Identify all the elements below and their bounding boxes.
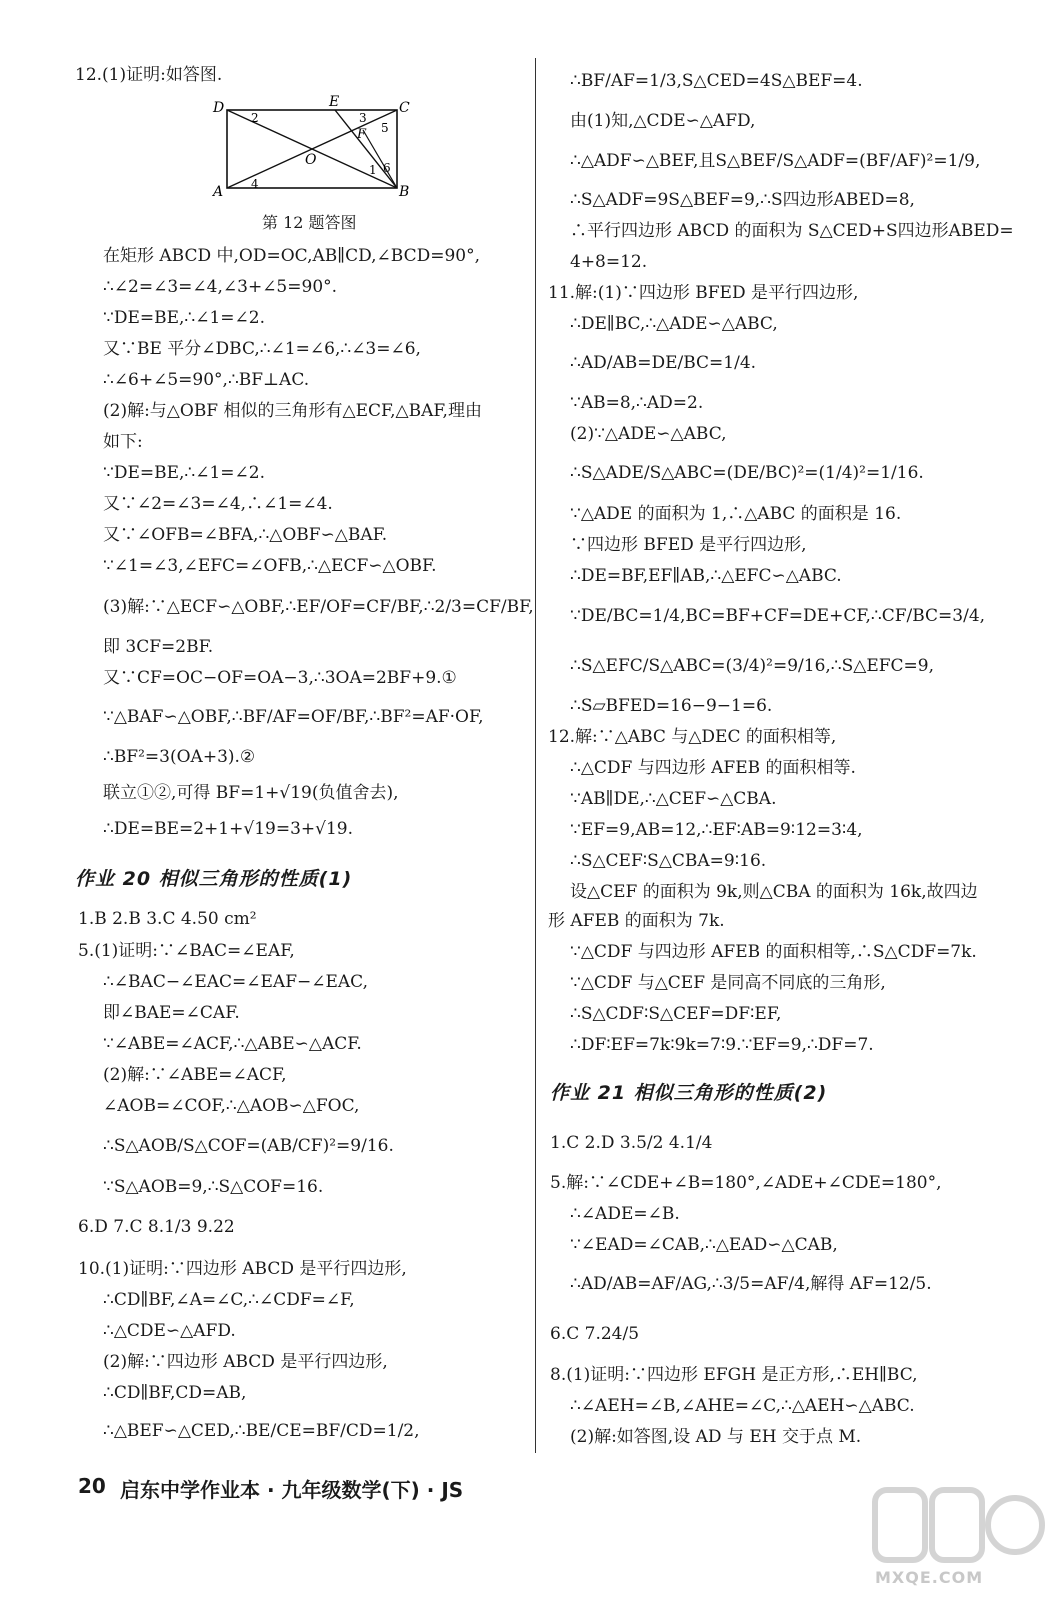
text-line: 6.C 7.24/5 — [550, 1324, 640, 1344]
label-O: O — [305, 152, 317, 168]
text-line: 形 AFEB 的面积为 7k. — [548, 911, 725, 931]
text-line: ∴DF∶EF=7k∶9k=7∶9.∵EF=9,∴DF=7. — [570, 1035, 874, 1055]
text-line: 12.(1)证明:如答图. — [75, 65, 223, 85]
text-line: 6.D 7.C 8.1/3 9.22 — [78, 1217, 235, 1237]
text-line: 又∵∠2=∠3=∠4,∴∠1=∠4. — [103, 494, 333, 514]
text-line: 由(1)知,△CDE∽△AFD, — [570, 111, 756, 131]
text-line: ∴DE=BE=2+1+√19=3+√19. — [103, 819, 354, 839]
text-line: ∵DE=BE,∴∠1=∠2. — [103, 463, 265, 483]
text-line: 又∵∠OFB=∠BFA,∴△OBF∽△BAF. — [103, 525, 388, 545]
column-divider — [535, 58, 536, 1453]
text-line: ∴DE=BF,EF∥AB,∴△EFC∽△ABC. — [570, 566, 842, 586]
geometry-figure — [205, 92, 415, 202]
text-line: ∴∠AEH=∠B,∠AHE=∠C,∴△AEH∽△ABC. — [570, 1396, 915, 1416]
text-line: ∴△CDE∽△AFD. — [103, 1321, 236, 1341]
text-line: ∴AD/AB=DE/BC=1/4. — [570, 353, 757, 373]
text-line: 1.C 2.D 3.5/2 4.1/4 — [550, 1133, 713, 1153]
text-line: 又∵BE 平分∠DBC,∴∠1=∠6,∴∠3=∠6, — [103, 339, 421, 359]
text-line: ∵△BAF∽△OBF,∴BF/AF=OF/BF,∴BF²=AF·OF, — [103, 707, 484, 727]
figure-caption: 第 12 题答图 — [262, 213, 357, 232]
text-line: ∴∠BAC−∠EAC=∠EAF−∠EAC, — [103, 972, 368, 992]
angle-6: 6 — [383, 161, 391, 175]
text-line: ∵四边形 BFED 是平行四边形, — [570, 535, 807, 555]
text-line: 在矩形 ABCD 中,OD=OC,AB∥CD,∠BCD=90°, — [103, 246, 481, 266]
label-D: D — [213, 100, 225, 116]
angle-1: 1 — [369, 163, 377, 177]
text-line: ∵DE=BE,∴∠1=∠2. — [103, 308, 265, 328]
text-line: ∴S△CDF∶S△CEF=DF∶EF, — [570, 1004, 782, 1024]
text-line: ∵AB∥DE,∴△CEF∽△CBA. — [570, 789, 777, 809]
text-line: ∴∠2=∠3=∠4,∠3+∠5=90°. — [103, 277, 338, 297]
text-line: 如下: — [103, 432, 143, 452]
text-line: (2)解:与△OBF 相似的三角形有△ECF,△BAF,理由 — [103, 401, 482, 421]
text-line: 5.解:∵∠CDE+∠B=180°,∠ADE+∠CDE=180°, — [550, 1173, 942, 1193]
label-E: E — [329, 94, 340, 110]
text-line: 11.解:(1)∵四边形 BFED 是平行四边形, — [548, 283, 859, 303]
text-line: ∴CD∥BF,∠A=∠C,∴∠CDF=∠F, — [103, 1290, 355, 1310]
text-line: ∵AB=8,∴AD=2. — [570, 393, 704, 413]
text-line: 4+8=12. — [570, 252, 648, 272]
text-line: ∠AOB=∠COF,∴△AOB∽△FOC, — [103, 1096, 360, 1116]
text-line: (2)解:∵∠ABE=∠ACF, — [103, 1065, 287, 1085]
text-line: (2)解:如答图,设 AD 与 EH 交于点 M. — [570, 1427, 862, 1447]
text-line: ∴BF/AF=1/3,S△CED=4S△BEF=4. — [570, 71, 863, 91]
text-line: ∵EF=9,AB=12,∴EF∶AB=9∶12=3∶4, — [570, 820, 863, 840]
text-line: ∵S△AOB=9,∴S△COF=16. — [103, 1177, 324, 1197]
text-line: ∴△BEF∽△CED,∴BE/CE=BF/CD=1/2, — [103, 1421, 420, 1441]
text-line: ∵∠EAD=∠CAB,∴△EAD∽△CAB, — [570, 1235, 838, 1255]
text-line: 联立①②,可得 BF=1+√19(负值舍去), — [103, 783, 399, 803]
text-line: (2)∵△ADE∽△ABC, — [570, 424, 727, 444]
text-line: 设△CEF 的面积为 9k,则△CBA 的面积为 16k,故四边 — [570, 882, 978, 902]
watermark-text: MXQE.COM — [875, 1568, 984, 1587]
text-line: ∴△ADF∽△BEF,且S△BEF/S△ADF=(BF/AF)²=1/9, — [570, 151, 981, 171]
text-line: ∴S△ADE/S△ABC=(DE/BC)²=(1/4)²=1/16. — [570, 463, 924, 483]
text-line: 即 3CF=2BF. — [103, 637, 214, 657]
text-line: ∴S△EFC/S△ABC=(3/4)²=9/16,∴S△EFC=9, — [570, 656, 935, 676]
text-line: 5.(1)证明:∵∠BAC=∠EAF, — [78, 941, 295, 961]
text-line: 1.B 2.B 3.C 4.50 cm² — [78, 909, 257, 929]
text-line: (3)解:∵△ECF∽△OBF,∴EF/OF=CF/BF,∴2/3=CF/BF, — [103, 597, 534, 617]
text-line: ∴AD/AB=AF/AG,∴3/5=AF/4,解得 AF=12/5. — [570, 1274, 932, 1294]
text-line: ∵DE/BC=1/4,BC=BF+CF=DE+CF,∴CF/BC=3/4, — [570, 606, 986, 626]
text-line: ∵∠1=∠3,∠EFC=∠OFB,∴△ECF∽△OBF. — [103, 556, 437, 576]
homework-21-heading: 作业 21 相似三角形的性质(2) — [550, 1082, 828, 1104]
text-line: ∴S△AOB/S△COF=(AB/CF)²=9/16. — [103, 1136, 394, 1156]
text-line: ∴S△ADF=9S△BEF=9,∴S四边形ABED=8, — [570, 190, 915, 210]
text-line: ∴CD∥BF,CD=AB, — [103, 1383, 247, 1403]
angle-5: 5 — [381, 121, 389, 135]
label-A: A — [213, 184, 224, 200]
text-line: ∴∠6+∠5=90°,∴BF⊥AC. — [103, 370, 310, 390]
text-line: ∴S▱BFED=16−9−1=6. — [570, 696, 773, 716]
text-line: 即∠BAE=∠CAF. — [103, 1003, 240, 1023]
text-line: ∵∠ABE=∠ACF,∴△ABE∽△ACF. — [103, 1034, 362, 1054]
text-line: 10.(1)证明:∵四边形 ABCD 是平行四边形, — [78, 1259, 407, 1279]
page-number: 20 — [78, 1474, 106, 1498]
text-line: ∵△CDF 与四边形 AFEB 的面积相等,∴S△CDF=7k. — [570, 942, 977, 962]
angle-2: 2 — [251, 111, 259, 125]
label-B: B — [399, 184, 410, 200]
text-line: ∴BF²=3(OA+3).② — [103, 747, 256, 767]
text-line: 12.解:∵△ABC 与△DEC 的面积相等, — [548, 727, 837, 747]
text-line: ∴平行四边形 ABCD 的面积为 S△CED+S四边形ABED= — [570, 221, 1014, 241]
text-line: ∴∠ADE=∠B. — [570, 1204, 680, 1224]
label-F: F — [357, 127, 367, 142]
text-line: 8.(1)证明:∵四边形 EFGH 是正方形,∴EH∥BC, — [550, 1365, 918, 1385]
homework-20-heading: 作业 20 相似三角形的性质(1) — [75, 868, 353, 890]
angle-4: 4 — [251, 177, 259, 191]
text-line: 又∵CF=OC−OF=OA−3,∴3OA=2BF+9.① — [103, 668, 457, 688]
text-line: ∵△CDF 与△CEF 是同高不同底的三角形, — [570, 973, 886, 993]
text-line: ∴S△CEF∶S△CBA=9∶16. — [570, 851, 767, 871]
book-title: 启东中学作业本 · 九年级数学(下) · JS — [120, 1478, 464, 1502]
text-line: (2)解:∵四边形 ABCD 是平行四边形, — [103, 1352, 388, 1372]
text-line: ∴DE∥BC,∴△ADE∽△ABC, — [570, 314, 778, 334]
text-line: ∵△ADE 的面积为 1,∴△ABC 的面积是 16. — [570, 504, 902, 524]
label-C: C — [399, 100, 410, 116]
text-line: ∴△CDF 与四边形 AFEB 的面积相等. — [570, 758, 856, 778]
angle-3: 3 — [359, 111, 367, 125]
